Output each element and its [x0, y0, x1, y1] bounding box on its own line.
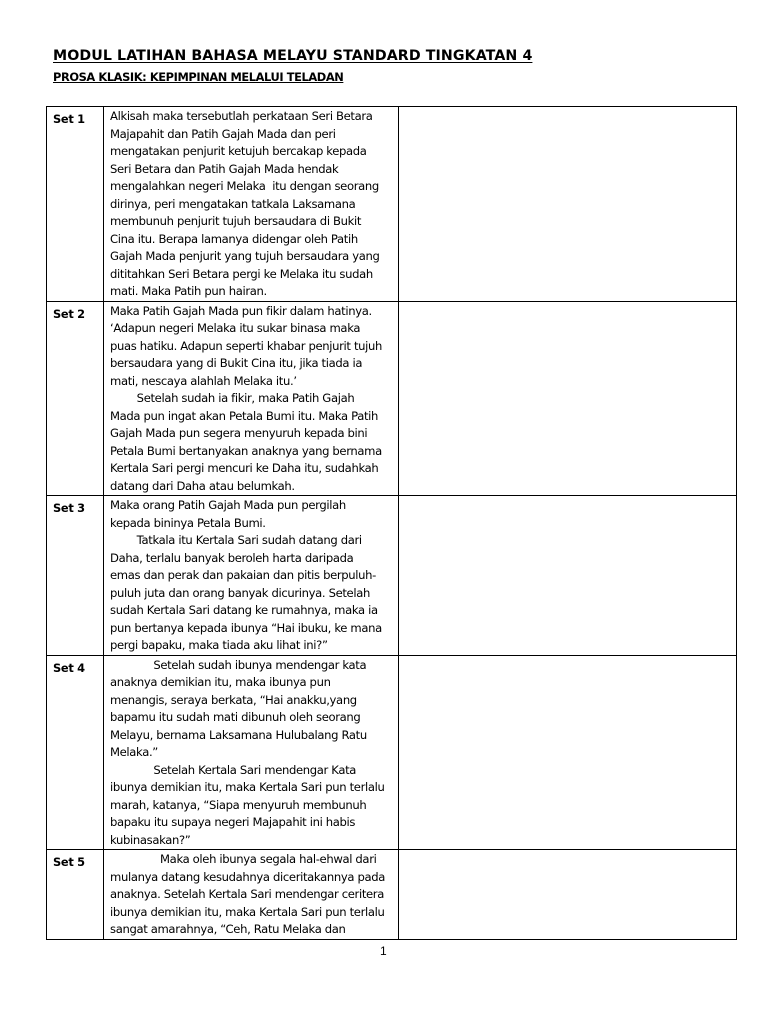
set-label: Set 2: [47, 301, 104, 496]
passage-line: Daha, terlalu banyak beroleh harta daripada: [110, 550, 354, 565]
set-passage: [104, 301, 399, 496]
passage-line: ‘Adapun negeri Melaka itu sukar binasa maka: [110, 321, 361, 335]
passage-line: Setelah Kertala Sari mendengar Kata: [110, 762, 357, 777]
passage-line: Maka Patih Gajah Mada pun fikir dalam hatinya.: [110, 303, 372, 318]
set-row: [47, 301, 737, 496]
set-row: [47, 107, 737, 302]
set-answer-cell[interactable]: [399, 107, 737, 302]
passage-line: Gajah Mada penjurit yang tujuh bersaudara yang: [110, 249, 380, 263]
set-row: [47, 655, 737, 850]
set-answer-cell[interactable]: [399, 655, 737, 850]
passage-line: Melaka.”: [110, 745, 158, 759]
passage-line: bapaku itu supaya negeri Majapahit ini habis: [110, 815, 356, 829]
page-number: 1: [380, 944, 387, 958]
passage-line: Majapahit dan Patih Gajah Mada dan peri: [110, 126, 336, 141]
passage-line: Maka oleh ibunya segala hal-ehwal dari: [110, 852, 377, 866]
passage-line: Tatkala itu Kertala Sari sudah datang dari: [110, 533, 362, 547]
document-title: MODUL LATIHAN BAHASA MELAYU STANDARD TINGKATAN 4: [53, 48, 533, 64]
passage-line: pun bertanya kepada ibunya “Hai ibuku, ke mana: [110, 620, 382, 635]
passage-line: menangis, seraya berkata, “Hai anakku,yang: [110, 692, 357, 707]
set-passage: [104, 496, 399, 656]
set-passage: [104, 655, 399, 850]
set-label: Set 5: [47, 850, 104, 940]
passage-line: Gajah Mada pun segera menyuruh kepada bini: [110, 426, 368, 440]
set-label: Set 3: [47, 496, 104, 656]
passage-line: Petala Bumi bertanyakan anaknya yang bernama: [110, 443, 382, 458]
passage-line: pergi bapaku, maka tiada aku lihat ini?”: [110, 638, 328, 652]
passage-line: Setelah sudah ia fikir, maka Patih Gajah: [110, 391, 355, 405]
passage-line: Kertala Sari pergi mencuri ke Daha itu, sudahkah: [110, 461, 379, 475]
passage-line: kubinasakan?”: [110, 832, 191, 847]
set-passage: [104, 107, 399, 302]
passage-line: Setelah sudah ibunya mendengar kata: [110, 657, 367, 672]
passage-line: puas hatiku. Adapun seperti khabar penjurit tujuh: [110, 338, 383, 353]
passage-line: kepada bininya Petala Bumi.: [110, 515, 266, 530]
passage-line: mati. Maka Patih pun hairan.: [110, 284, 267, 298]
passage-line: Maka orang Patih Gajah Mada pun pergilah: [110, 498, 346, 512]
passage-line: membunuh penjurit tujuh bersaudara di Bukit: [110, 214, 362, 228]
passage-line: Seri Betara dan Patih Gajah Mada hendak: [110, 161, 339, 176]
set-row: [47, 496, 737, 656]
passage-line: ibunya demikian itu, maka Kertala Sari pun terlalu: [110, 780, 385, 794]
passage-line: bapamu itu sudah mati dibunuh oleh seorang: [110, 710, 361, 724]
passage-line: mengatakan penjurit ketujuh bercakap kepada: [110, 144, 367, 158]
passage-line: sangat amarahnya, “Ceh, Ratu Melaka dan: [110, 922, 346, 936]
passage-line: Melayu, bernama Laksamana Hulubalang Ratu: [110, 727, 367, 742]
passage-line: anaknya demikian itu, maka ibunya pun: [110, 675, 331, 689]
set-row: [47, 850, 737, 940]
passage-line: dirinya, peri mengatakan tatkala Laksamana: [110, 196, 356, 211]
passage-line: Cina itu. Berapa lamanya didengar oleh Patih: [110, 231, 358, 246]
set-answer-cell[interactable]: [399, 850, 737, 940]
passage-line: Mada pun ingat akan Petala Bumi itu. Maka Patih: [110, 408, 379, 423]
exercise-table: [46, 106, 737, 940]
set-passage: [104, 850, 399, 940]
document-subtitle: PROSA KLASIK: KEPIMPINAN MELALUI TELADAN: [53, 70, 344, 84]
passage-line: mengalahkan negeri Melaka itu dengan seorang: [110, 179, 379, 193]
passage-line: sudah Kertala Sari datang ke rumahnya, maka ia: [110, 603, 378, 617]
set-label: Set 1: [47, 107, 104, 302]
set-answer-cell[interactable]: [399, 496, 737, 656]
passage-line: datang dari Daha atau belumkah.: [110, 478, 295, 493]
passage-line: marah, katanya, “Siapa menyuruh membunuh: [110, 797, 367, 812]
passage-line: dititahkan Seri Betara pergi ke Melaka itu sudah: [110, 266, 373, 281]
passage-line: mulanya datang kesudahnya diceritakannya pada: [110, 869, 385, 884]
passage-line: Alkisah maka tersebutlah perkataan Seri Betara: [110, 109, 373, 123]
passage-line: bersaudara yang di Bukit Cina itu, jika tiada ia: [110, 356, 363, 370]
passage-line: emas dan perak dan pakaian dan pitis berpuluh-: [110, 568, 376, 582]
passage-line: anaknya. Setelah Kertala Sari mendengar ceritera: [110, 887, 384, 901]
set-label: Set 4: [47, 655, 104, 850]
passage-line: puluh juta dan orang banyak dicurinya. Setelah: [110, 585, 370, 600]
passage-line: mati, nescaya alahlah Melaka itu.’: [110, 373, 297, 388]
passage-line: ibunya demikian itu, maka Kertala Sari pun terlalu: [110, 904, 385, 919]
set-answer-cell[interactable]: [399, 301, 737, 496]
